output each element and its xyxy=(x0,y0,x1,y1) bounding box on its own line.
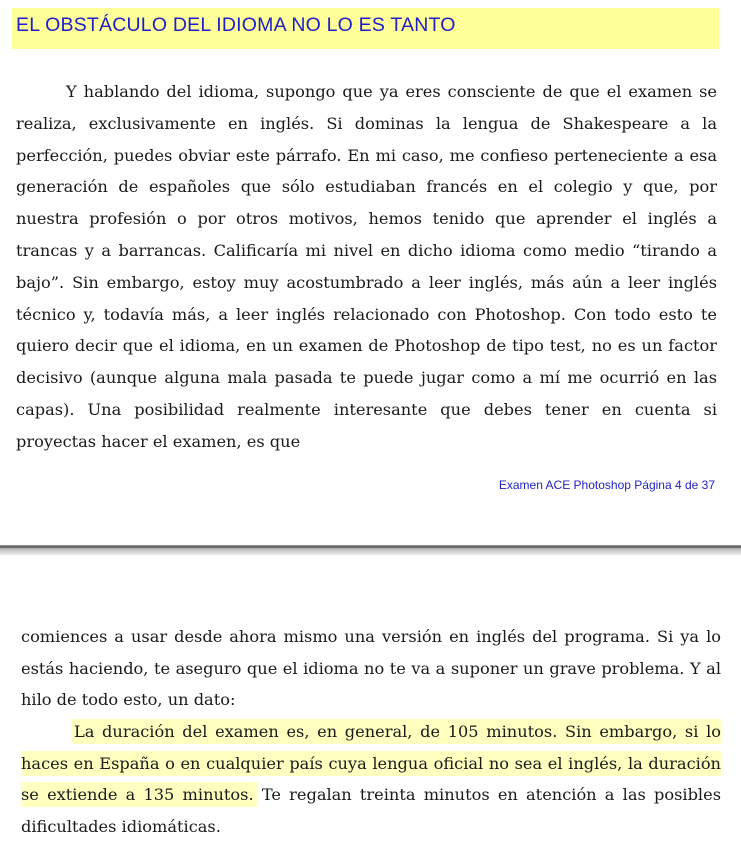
continued-paragraph: comiences a usar desde ahora mismo una versión en inglés del programa. Si ya lo estás haciendo, te aseguro que el idioma no te va a suponer un grave problema. Y al hilo de todo esto, un dato: xyxy=(21,627,721,710)
section-heading: EL OBSTÁCULO DEL IDIOMA NO LO ES TANTO xyxy=(12,8,719,49)
page-separator xyxy=(0,545,741,555)
body-paragraph: Y hablando del idioma, supongo que ya eres consciente de que el examen se realiza, exclusivamente en inglés. Si dominas la lengua de Shakespeare a la perfección, puedes obviar este párrafo. En mi caso, me confieso perteneciente a esa generación de españoles que sólo estudiaban francés en el colegio y que, por nuestra profesión o por otros motivos, hemos tenido que aprender el inglés a trancas y a barrancas. Calificaría mi nivel en dicho idioma como medio “tirando a bajo”. Sin embargo, estoy muy acostumbrado a leer inglés, más aún a leer inglés técnico y, todavía más, a leer inglés relacionado con Photoshop. Con todo esto te quiero decir que el idioma, en un examen de Photoshop de tipo test, no es un factor decisivo (aunque alguna mala pasada te puede jugar como a mí me ocurrió en las capas). Una posibilidad realmente interesante que debes tener en cuenta si proyectas hacer el examen, es que xyxy=(16,82,717,451)
highlighted-text: La duración del examen es, en general, de 105 minutos. Sin embargo, si lo haces en España o en cualquier país cuya lengua oficial no sea el inglés, la duración se extiende a 135 minutos. xyxy=(21,722,721,805)
highlighted-paragraph xyxy=(21,716,721,842)
page-footer: Examen ACE Photoshop Página 4 de 37 xyxy=(498,478,715,492)
trailing-text: Te regalan treinta minutos en atención a las posibles dificultades idiomáticas. xyxy=(21,785,721,836)
document-page-bottom xyxy=(0,555,741,851)
